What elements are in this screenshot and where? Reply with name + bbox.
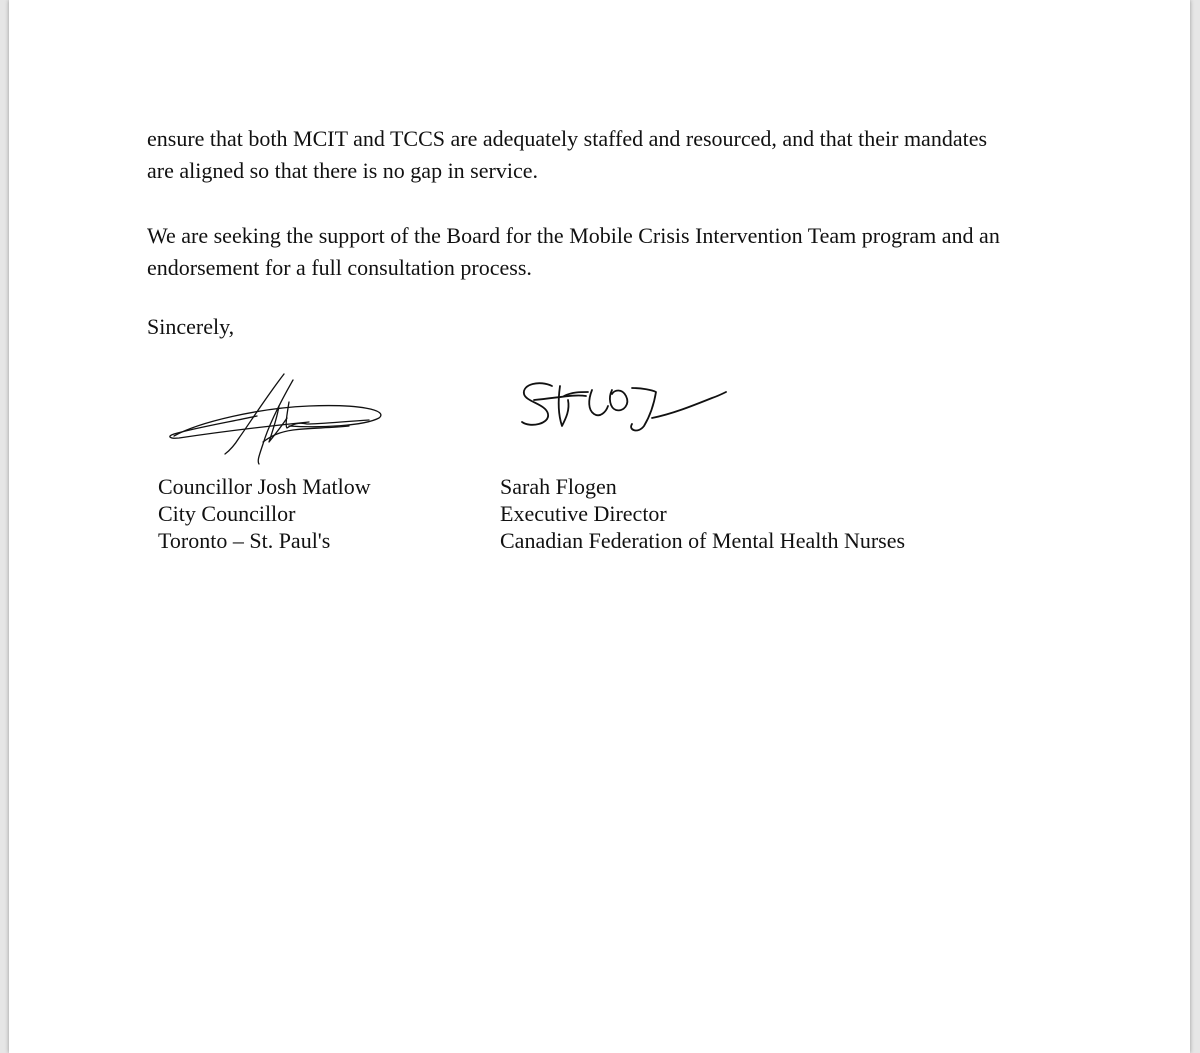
signatory-affiliation: Canadian Federation of Mental Health Nurses (500, 528, 906, 553)
signatory-name: Councillor Josh Matlow (158, 474, 371, 499)
paragraph-line: We are seeking the support of the Board for the Mobile Crisis Intervention Team program and an (147, 223, 1000, 248)
paragraph-line: endorsement for a full consultation process. (147, 255, 532, 280)
document-page (9, 0, 1190, 1053)
paragraph-line: are aligned so that there is no gap in service. (147, 158, 538, 183)
paragraph-staffing (147, 123, 1087, 187)
paragraph-line: ensure that both MCIT and TCCS are adequately staffed and resourced, and that their mandates (147, 126, 988, 151)
signature-sarah-flogen (512, 370, 727, 440)
signatory-affiliation: Toronto – St. Paul's (158, 528, 331, 553)
closing-salutation: Sincerely, (147, 314, 235, 339)
signatory-title: Executive Director (500, 501, 667, 526)
signatory-block-matlow (158, 473, 371, 554)
signatory-block-flogen (500, 473, 905, 554)
paragraph-support-request (147, 220, 1087, 284)
signature-josh-matlow (159, 366, 384, 466)
signatory-name: Sarah Flogen (500, 474, 617, 499)
signatory-title: City Councillor (158, 501, 296, 526)
